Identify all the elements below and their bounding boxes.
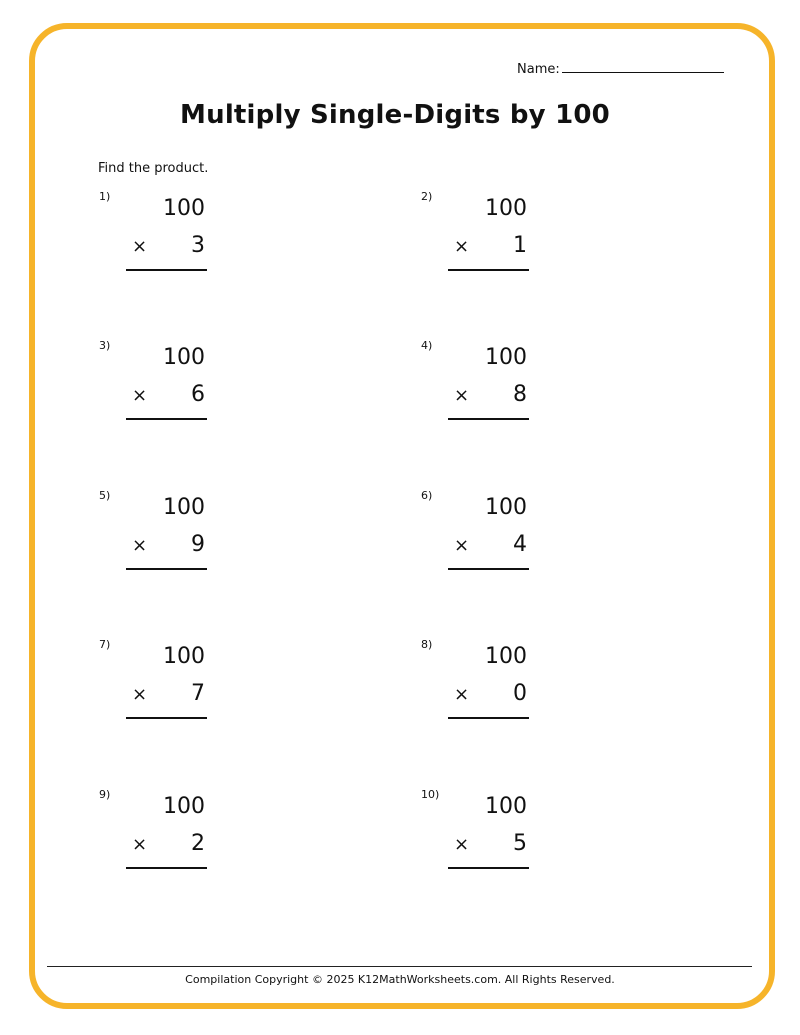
multiplicand: 100	[163, 644, 205, 669]
answer-line[interactable]	[448, 418, 529, 420]
name-blank-line[interactable]	[562, 62, 724, 73]
multiplicand: 100	[485, 644, 527, 669]
multiplicand: 100	[163, 196, 205, 221]
problem-number: 6)	[421, 489, 433, 502]
instructions: Find the product.	[98, 161, 209, 176]
problem-3	[99, 339, 219, 419]
problem-number: 8)	[421, 638, 433, 651]
name-label: Name:	[517, 62, 560, 77]
multiply-sign: ×	[454, 385, 470, 406]
multiply-sign: ×	[454, 535, 470, 556]
answer-line[interactable]	[126, 568, 207, 570]
multiply-sign: ×	[132, 535, 148, 556]
multiply-sign: ×	[132, 236, 148, 257]
multiplier: 7	[191, 681, 205, 706]
problem-number: 1)	[99, 190, 111, 203]
multiply-sign: ×	[454, 236, 470, 257]
problem-number: 2)	[421, 190, 433, 203]
answer-line[interactable]	[448, 269, 529, 271]
footer-divider	[47, 966, 752, 967]
answer-line[interactable]	[126, 867, 207, 869]
copyright-footer: Compilation Copyright © 2025 K12MathWorksheets.com. All Rights Reserved.	[185, 973, 615, 986]
multiplicand: 100	[485, 495, 527, 520]
multiply-sign: ×	[454, 834, 470, 855]
multiplier: 5	[513, 831, 527, 856]
problem-7	[99, 638, 219, 718]
answer-line[interactable]	[448, 568, 529, 570]
problem-2	[421, 190, 541, 270]
multiply-sign: ×	[132, 684, 148, 705]
multiplier: 6	[191, 382, 205, 407]
multiplicand: 100	[163, 495, 205, 520]
multiplicand: 100	[485, 345, 527, 370]
multiply-sign: ×	[132, 385, 148, 406]
multiply-sign: ×	[132, 834, 148, 855]
problem-9	[99, 788, 219, 868]
problem-number: 10)	[421, 788, 440, 801]
answer-line[interactable]	[448, 717, 529, 719]
answer-line[interactable]	[126, 717, 207, 719]
problem-10	[421, 788, 541, 868]
page-title: Multiply Single-Digits by 100	[180, 100, 610, 130]
problem-number: 7)	[99, 638, 111, 651]
problem-number: 5)	[99, 489, 111, 502]
answer-line[interactable]	[126, 269, 207, 271]
multiplicand: 100	[163, 345, 205, 370]
problem-5	[99, 489, 219, 569]
problem-8	[421, 638, 541, 718]
name-field[interactable]	[517, 62, 724, 77]
problem-4	[421, 339, 541, 419]
answer-line[interactable]	[126, 418, 207, 420]
multiplier: 3	[191, 233, 205, 258]
problem-number: 3)	[99, 339, 111, 352]
multiplicand: 100	[485, 794, 527, 819]
problem-1	[99, 190, 219, 270]
multiplicand: 100	[163, 794, 205, 819]
multiplier: 0	[513, 681, 527, 706]
multiplier: 1	[513, 233, 527, 258]
multiplicand: 100	[485, 196, 527, 221]
multiply-sign: ×	[454, 684, 470, 705]
problem-number: 4)	[421, 339, 433, 352]
multiplier: 8	[513, 382, 527, 407]
problem-6	[421, 489, 541, 569]
multiplier: 2	[191, 831, 205, 856]
multiplier: 4	[513, 532, 527, 557]
answer-line[interactable]	[448, 867, 529, 869]
problem-number: 9)	[99, 788, 111, 801]
multiplier: 9	[191, 532, 205, 557]
